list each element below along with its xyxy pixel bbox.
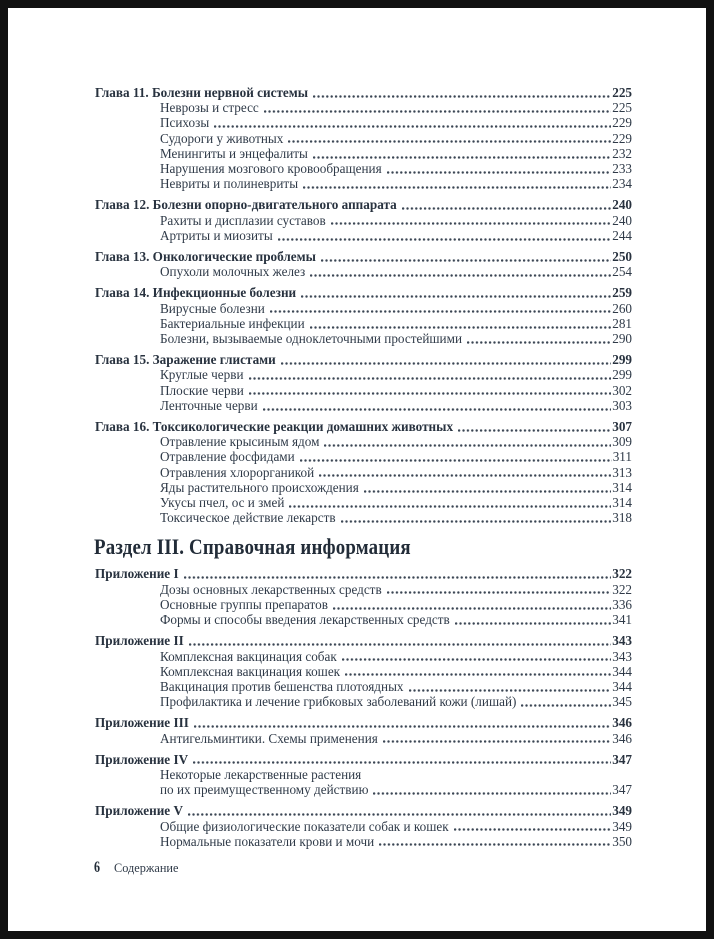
chapter-entry xyxy=(95,419,632,434)
dot-leader xyxy=(321,259,611,262)
toc-sub-entry xyxy=(95,301,632,316)
toc-sub-entry xyxy=(95,367,632,382)
toc-page xyxy=(8,8,706,931)
toc-sub-entry xyxy=(95,331,632,346)
toc-sub-entry-label: Основные группы препаратов xyxy=(160,596,328,612)
chapter-entry-label: Глава 14. Инфекционные болезни xyxy=(95,285,297,301)
appendices-list xyxy=(95,566,632,848)
toc-sub-entry xyxy=(95,465,632,480)
toc-sub-entry xyxy=(95,649,632,664)
toc-sub-entry xyxy=(95,131,632,146)
toc-sub-entry-page-number: 343 xyxy=(612,648,632,664)
dot-leader xyxy=(373,792,611,795)
toc-sub-entry-label: Укусы пчел, ос и змей xyxy=(160,495,285,511)
toc-sub-entry-label: Комплексная вакцинация кошек xyxy=(160,663,341,679)
toc-sub-entry-page-number: 322 xyxy=(612,581,632,597)
dot-leader xyxy=(249,392,611,395)
dot-leader xyxy=(310,274,611,277)
toc-sub-entry-page-number: 229 xyxy=(612,115,632,131)
toc-sub-entry-page-number: 345 xyxy=(612,694,632,710)
toc-sub-entry-label: Менингиты и энцефалиты xyxy=(160,145,308,161)
chapter-block xyxy=(95,249,632,279)
chapter-entry-label: Глава 16. Токсикологические реакции домашних животных xyxy=(95,419,454,435)
appendix-entry xyxy=(95,633,632,648)
toc-sub-entry xyxy=(95,731,632,746)
chapter-entry xyxy=(95,85,632,100)
chapter-entry xyxy=(95,197,632,212)
toc-sub-entry-label: Судороги у животных xyxy=(160,130,284,146)
toc-sub-entry-page-number: 336 xyxy=(612,596,632,612)
toc-sub-entry-label: Комплексная вакцинация собак xyxy=(160,648,337,664)
toc-sub-entry-page-number: 302 xyxy=(612,382,632,398)
toc-sub-entry xyxy=(95,264,632,279)
toc-sub-entry-page-number: 344 xyxy=(612,663,632,679)
toc-sub-entry-page-number: 344 xyxy=(612,678,632,694)
toc-sub-entry-page-number: 311 xyxy=(612,449,632,465)
toc-sub-entry-label: Опухоли молочных желез xyxy=(160,264,306,280)
dot-leader xyxy=(454,828,612,831)
chapter-entry-label: Глава 11. Болезни нервной системы xyxy=(95,85,309,100)
chapter-entry-label: Глава 13. Онкологические проблемы xyxy=(95,249,316,265)
toc-sub-entry xyxy=(95,213,632,228)
toc-sub-entry-page-number: 309 xyxy=(612,434,632,450)
toc-sub-entry xyxy=(95,100,632,115)
toc-sub-entry-page-number: 233 xyxy=(612,161,632,177)
toc-sub-entry-page-number: 234 xyxy=(612,176,632,192)
dot-leader xyxy=(188,813,611,816)
appendix-block xyxy=(95,752,632,798)
chapter-entry-page-number: 225 xyxy=(612,85,632,100)
toc-sub-entry-page-number: 349 xyxy=(612,818,632,834)
toc-sub-entry xyxy=(95,819,632,834)
toc-sub-entry xyxy=(95,434,632,449)
chapter-entry-page-number: 259 xyxy=(612,285,632,301)
toc-sub-entry xyxy=(95,834,632,849)
toc-sub-entry-label: Отравление крысиным ядом xyxy=(160,434,320,450)
toc-sub-entry-page-number: 341 xyxy=(612,612,632,628)
dot-leader xyxy=(521,704,611,707)
dot-leader xyxy=(319,474,611,477)
toc-sub-entry xyxy=(95,383,632,398)
dot-leader xyxy=(288,140,611,143)
appendix-entry-page-number: 322 xyxy=(612,566,632,582)
toc-sub-entry-label: Нормальные показатели крови и мочи xyxy=(160,833,375,849)
section-title: Раздел III. Справочная информация xyxy=(94,534,411,560)
chapter-entry xyxy=(95,285,632,300)
toc-sub-entry xyxy=(95,510,632,525)
dot-leader xyxy=(289,505,611,508)
toc-sub-entry-page-number: 260 xyxy=(612,300,632,316)
toc-sub-entry xyxy=(95,597,632,612)
chapter-entry-page-number: 240 xyxy=(612,197,632,213)
toc-sub-entry-label: Артриты и миозиты xyxy=(160,227,273,243)
toc-sub-entry xyxy=(95,694,632,709)
toc-sub-entry xyxy=(95,146,632,161)
toc-sub-entry xyxy=(95,398,632,413)
dot-leader xyxy=(281,362,611,365)
chapter-entry xyxy=(95,352,632,367)
appendix-entry-page-number: 346 xyxy=(612,715,632,731)
chapter-entry-label: Глава 15. Заражение глистами xyxy=(95,352,276,368)
chapter-block xyxy=(95,285,632,346)
chapter-entry xyxy=(95,249,632,264)
toc-sub-entry-label: Общие физиологические показатели собак и кошек xyxy=(160,818,449,834)
toc-sub-entry-label: Бактериальные инфекции xyxy=(160,315,305,331)
appendix-entry-label: Приложение I xyxy=(95,566,179,582)
toc-sub-entry-page-number: 232 xyxy=(612,145,632,161)
dot-leader xyxy=(313,156,611,159)
chapter-block xyxy=(95,419,632,525)
chapter-entry-page-number: 307 xyxy=(612,419,632,435)
toc-sub-entry xyxy=(95,115,632,130)
toc-sub-entry-label: Ленточные черви xyxy=(160,397,258,413)
dot-leader xyxy=(345,673,611,676)
chapter-entry-page-number: 250 xyxy=(612,249,632,265)
toc-sub-entry xyxy=(95,316,632,331)
dot-leader xyxy=(387,171,612,174)
toc-sub-entry-label: Отравление фосфидами xyxy=(160,449,295,465)
dot-leader xyxy=(214,125,611,128)
appendix-entry-label: Приложение IV xyxy=(95,751,189,767)
dot-leader xyxy=(300,459,612,462)
dot-leader xyxy=(270,310,611,313)
dot-leader xyxy=(409,689,612,692)
dot-leader xyxy=(313,95,611,98)
toc-sub-entry-label: Некоторые лекарственные растения xyxy=(160,766,362,782)
toc-sub-entry-label: Отравления хлорорганикой xyxy=(160,464,315,480)
dot-leader xyxy=(249,377,612,380)
toc-sub-entry-label: Рахиты и дисплазии суставов xyxy=(160,212,326,228)
toc-sub-entry-label: Болезни, вызываемые одноклеточными простейшими xyxy=(160,331,462,347)
dot-leader xyxy=(194,725,611,728)
toc-sub-entry xyxy=(95,679,632,694)
appendix-entry-label: Приложение II xyxy=(95,633,184,649)
toc-sub-entry-page-number: 281 xyxy=(612,315,632,331)
dot-leader xyxy=(184,576,612,579)
appendix-entry xyxy=(95,715,632,730)
toc-sub-entry-label: Профилактика и лечение грибковых заболеваний кожи (лишай) xyxy=(160,694,517,710)
chapter-block xyxy=(95,197,632,243)
toc-sub-entry-page-number: 346 xyxy=(612,730,632,746)
toc-sub-entry-page-number: 314 xyxy=(612,479,632,495)
chapter-block xyxy=(95,352,632,413)
toc-sub-entry-page-number: 318 xyxy=(612,510,632,526)
running-title: Содержание xyxy=(114,861,179,875)
folio-page-number: 6 xyxy=(94,859,100,876)
dot-leader xyxy=(264,110,611,113)
dot-leader xyxy=(301,295,611,298)
toc-sub-entry-label: Нарушения мозгового кровообращения xyxy=(160,161,382,177)
chapter-entry-page-number: 299 xyxy=(612,352,632,368)
toc-sub-entry xyxy=(95,449,632,464)
toc-sub-entry-label: Яды растительного происхождения xyxy=(160,479,359,495)
toc-sub-entry-label: Дозы основных лекарственных средств xyxy=(160,581,382,597)
toc-sub-entry-page-number: 347 xyxy=(612,782,632,798)
toc-sub-entry xyxy=(95,161,632,176)
toc-sub-entry-label: Плоские черви xyxy=(160,382,244,398)
page-footer xyxy=(94,859,178,877)
chapter-block xyxy=(95,85,632,191)
dot-leader xyxy=(303,186,611,189)
toc-sub-entry-label: по их преимущественному действию xyxy=(160,782,369,798)
toc-sub-entry xyxy=(95,782,632,797)
appendix-entry xyxy=(95,752,632,767)
dot-leader xyxy=(455,622,611,625)
dot-leader xyxy=(402,207,612,210)
dot-leader xyxy=(458,429,611,432)
toc-sub-entry xyxy=(95,664,632,679)
dot-leader xyxy=(310,326,612,329)
dot-leader xyxy=(467,341,611,344)
toc-sub-entry-page-number: 254 xyxy=(612,264,632,280)
toc-sub-entry-page-number: 299 xyxy=(612,367,632,383)
appendix-block xyxy=(95,803,632,849)
appendix-entry xyxy=(95,566,632,581)
toc-sub-entry-page-number: 225 xyxy=(612,100,632,116)
dot-leader xyxy=(383,740,611,743)
toc-sub-entry-label: Психозы xyxy=(160,115,210,131)
appendix-entry-page-number: 347 xyxy=(612,751,632,767)
toc-sub-entry-label: Невриты и полиневриты xyxy=(160,176,299,192)
toc-sub-entry xyxy=(95,582,632,597)
toc-sub-entry xyxy=(95,495,632,510)
dot-leader xyxy=(333,607,611,610)
dot-leader xyxy=(331,222,612,225)
toc-sub-entry-label: Токсическое действие лекарств xyxy=(160,510,336,526)
appendix-block xyxy=(95,715,632,745)
dot-leader xyxy=(189,643,612,646)
toc-sub-entry-label: Круглые черви xyxy=(160,367,244,383)
appendix-entry xyxy=(95,803,632,818)
toc-sub-entry-label: Неврозы и стресс xyxy=(160,100,259,116)
toc-sub-entry-page-number: 240 xyxy=(612,212,632,228)
toc-sub-entry-page-number: 314 xyxy=(612,495,632,511)
dot-leader xyxy=(278,238,612,241)
toc-sub-entry-label: Вирусные болезни xyxy=(160,300,265,316)
appendix-entry-page-number: 349 xyxy=(612,803,632,819)
appendix-block xyxy=(95,566,632,627)
toc-sub-entry xyxy=(95,176,632,191)
toc-sub-entry xyxy=(95,228,632,243)
appendix-entry-label: Приложение III xyxy=(95,715,189,731)
dot-leader xyxy=(387,591,612,594)
dot-leader xyxy=(342,658,611,661)
toc-sub-entry-page-number: 244 xyxy=(612,227,632,243)
toc-sub-entry-label: Формы и способы введения лекарственных средств xyxy=(160,612,450,628)
appendix-block xyxy=(95,633,632,709)
toc-sub-entry-page-number: 313 xyxy=(612,464,632,480)
toc-sub-entry-page-number: 229 xyxy=(612,130,632,146)
chapters-list xyxy=(95,85,632,525)
toc-sub-entry-label: Вакцинация против бешенства плотоядных xyxy=(160,678,404,694)
appendix-entry-page-number: 343 xyxy=(612,633,632,649)
dot-leader xyxy=(341,520,612,523)
toc-sub-entry-page-number: 350 xyxy=(612,833,632,849)
dot-leader xyxy=(364,490,611,493)
dot-leader xyxy=(263,408,612,411)
dot-leader xyxy=(324,444,611,447)
dot-leader xyxy=(193,761,611,764)
toc-sub-entry xyxy=(95,767,632,782)
dot-leader xyxy=(379,843,611,846)
appendix-entry-label: Приложение V xyxy=(95,803,183,819)
toc-sub-entry-label: Антигельминтики. Схемы применения xyxy=(160,730,378,746)
toc-sub-entry xyxy=(95,612,632,627)
toc-sub-entry-page-number: 290 xyxy=(612,331,632,347)
chapter-entry-label: Глава 12. Болезни опорно-двигательного аппарата xyxy=(95,197,397,213)
table-of-contents xyxy=(95,85,632,849)
toc-sub-entry-page-number: 303 xyxy=(612,397,632,413)
toc-sub-entry xyxy=(95,480,632,495)
